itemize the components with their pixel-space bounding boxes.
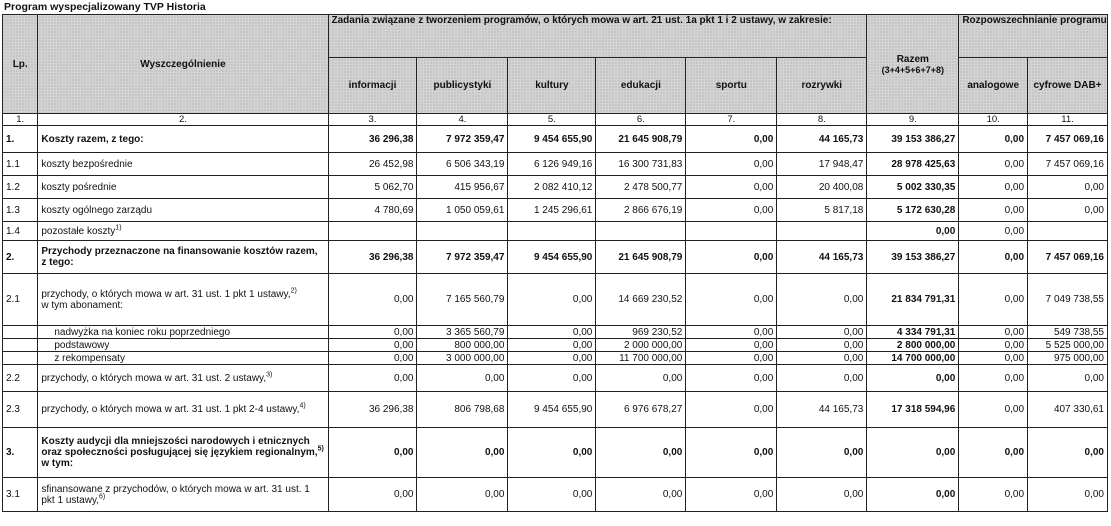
table-row bbox=[3, 326, 1108, 339]
header-razem bbox=[867, 15, 959, 114]
value-cell: 0,00 bbox=[959, 339, 1028, 352]
value-cell: 9 454 655,90 bbox=[508, 392, 596, 428]
row-label bbox=[38, 274, 328, 326]
row-label-text: koszty pośrednie bbox=[41, 181, 117, 193]
row-label bbox=[38, 153, 328, 176]
value-cell: 806 798,68 bbox=[417, 392, 508, 428]
row-lp: 1.3 bbox=[3, 199, 38, 222]
row-label-text: pozostałe koszty bbox=[41, 225, 116, 237]
row-label bbox=[38, 222, 328, 241]
value-cell: 11 700 000,00 bbox=[596, 352, 686, 365]
value-cell: 0,00 bbox=[686, 352, 777, 365]
value-cell: 969 230,52 bbox=[596, 326, 686, 339]
value-cell: 7 457 069,16 bbox=[1028, 126, 1108, 153]
colnum: 5. bbox=[508, 114, 596, 126]
value-cell: 0,00 bbox=[867, 428, 959, 478]
value-cell: 2 000 000,00 bbox=[596, 339, 686, 352]
row-label-extra: w tym abonament: bbox=[41, 299, 124, 311]
table-row bbox=[3, 176, 1108, 199]
colnum: 2. bbox=[38, 114, 328, 126]
value-cell: 21 645 908,79 bbox=[596, 126, 686, 153]
value-cell: 3 365 560,79 bbox=[417, 326, 508, 339]
row-label bbox=[38, 352, 328, 365]
value-cell: 9 454 655,90 bbox=[508, 241, 596, 274]
value-cell: 39 153 386,27 bbox=[867, 126, 959, 153]
value-cell: 44 165,73 bbox=[777, 392, 867, 428]
value-cell: 6 126 949,16 bbox=[508, 153, 596, 176]
colnum: 3. bbox=[328, 114, 417, 126]
header-kultury: kultury bbox=[508, 58, 596, 114]
value-cell: 0,00 bbox=[328, 274, 417, 326]
table-row bbox=[3, 478, 1108, 512]
footnote-ref: 2) bbox=[290, 287, 297, 295]
row-lp: 2. bbox=[3, 241, 38, 274]
value-cell: 0,00 bbox=[959, 352, 1028, 365]
value-cell: 0,00 bbox=[686, 478, 777, 512]
value-cell: 0,00 bbox=[686, 176, 777, 199]
row-label-text: koszty ogólnego zarządu bbox=[41, 204, 152, 216]
value-cell: 0,00 bbox=[596, 478, 686, 512]
value-cell: 44 165,73 bbox=[777, 126, 867, 153]
header-analogowe: analogowe bbox=[959, 58, 1028, 114]
value-cell: 549 738,55 bbox=[1028, 326, 1108, 339]
value-cell: 0,00 bbox=[959, 241, 1028, 274]
value-cell: 2 800 000,00 bbox=[867, 339, 959, 352]
table-row bbox=[3, 365, 1108, 392]
value-cell: 0,00 bbox=[1028, 176, 1108, 199]
value-cell: 26 452,98 bbox=[328, 153, 417, 176]
value-cell: 0,00 bbox=[777, 478, 867, 512]
value-cell: 5 525 000,00 bbox=[1028, 339, 1108, 352]
table-row bbox=[3, 222, 1108, 241]
header-razem-formula: (3+4+5+6+7+8) bbox=[881, 64, 944, 75]
value-cell: 0,00 bbox=[328, 365, 417, 392]
colnum: 4. bbox=[417, 114, 508, 126]
value-cell: 14 700 000,00 bbox=[867, 352, 959, 365]
row-label-text: z rekompensaty bbox=[54, 352, 125, 364]
value-cell: 2 082 410,12 bbox=[508, 176, 596, 199]
value-cell: 0,00 bbox=[867, 365, 959, 392]
table-row bbox=[3, 392, 1108, 428]
value-cell: 0,00 bbox=[867, 478, 959, 512]
value-cell bbox=[777, 222, 867, 241]
value-cell: 0,00 bbox=[959, 428, 1028, 478]
value-cell: 39 153 386,27 bbox=[867, 241, 959, 274]
value-cell: 0,00 bbox=[328, 326, 417, 339]
value-cell: 7 457 069,16 bbox=[1028, 241, 1108, 274]
header-publicystyki: publicystyki bbox=[417, 58, 508, 114]
value-cell: 0,00 bbox=[777, 365, 867, 392]
header-wyszczegolnienie: Wyszczególnienie bbox=[38, 15, 328, 114]
value-cell: 7 972 359,47 bbox=[417, 126, 508, 153]
value-cell: 0,00 bbox=[686, 326, 777, 339]
row-label-text: przychody, o których mowa w art. 31 ust. 2 ustawy, bbox=[41, 372, 267, 384]
colnum: 7. bbox=[686, 114, 777, 126]
value-cell: 0,00 bbox=[777, 339, 867, 352]
row-label bbox=[38, 199, 328, 222]
value-cell bbox=[596, 222, 686, 241]
row-label-text: podstawowy bbox=[54, 339, 110, 351]
value-cell: 5 172 630,28 bbox=[867, 199, 959, 222]
value-cell: 0,00 bbox=[959, 199, 1028, 222]
value-cell bbox=[1028, 222, 1108, 241]
value-cell: 0,00 bbox=[328, 428, 417, 478]
row-label bbox=[38, 176, 328, 199]
value-cell: 1 050 059,61 bbox=[417, 199, 508, 222]
value-cell: 2 866 676,19 bbox=[596, 199, 686, 222]
value-cell: 21 645 908,79 bbox=[596, 241, 686, 274]
value-cell bbox=[417, 222, 508, 241]
value-cell: 0,00 bbox=[777, 352, 867, 365]
value-cell: 6 976 678,27 bbox=[596, 392, 686, 428]
value-cell: 0,00 bbox=[959, 365, 1028, 392]
header-rozpowszechnianie: Rozpowszechnianie programu bbox=[959, 15, 1108, 58]
colnum: 9. bbox=[867, 114, 959, 126]
value-cell: 0,00 bbox=[417, 428, 508, 478]
value-cell: 0,00 bbox=[508, 274, 596, 326]
value-cell: 0,00 bbox=[959, 176, 1028, 199]
row-lp: 1.2 bbox=[3, 176, 38, 199]
value-cell: 3 000 000,00 bbox=[417, 352, 508, 365]
footnote-ref: 3) bbox=[266, 371, 273, 379]
value-cell: 0,00 bbox=[959, 222, 1028, 241]
value-cell: 415 956,67 bbox=[417, 176, 508, 199]
value-cell: 0,00 bbox=[508, 352, 596, 365]
value-cell: 0,00 bbox=[596, 428, 686, 478]
value-cell: 0,00 bbox=[686, 274, 777, 326]
row-label-text: sfinansowane z przychodów, o których mowa w art. 31 ust. 1 pkt 1 ustawy, bbox=[41, 483, 310, 506]
value-cell: 407 330,61 bbox=[1028, 392, 1108, 428]
colnum: 8. bbox=[777, 114, 867, 126]
value-cell: 0,00 bbox=[686, 428, 777, 478]
table-row bbox=[3, 274, 1108, 326]
value-cell: 0,00 bbox=[686, 392, 777, 428]
value-cell: 5 817,18 bbox=[777, 199, 867, 222]
value-cell: 7 165 560,79 bbox=[417, 274, 508, 326]
value-cell: 0,00 bbox=[777, 274, 867, 326]
value-cell: 0,00 bbox=[328, 478, 417, 512]
value-cell: 0,00 bbox=[959, 126, 1028, 153]
value-cell: 4 334 791,31 bbox=[867, 326, 959, 339]
value-cell bbox=[328, 222, 417, 241]
row-lp: 1.1 bbox=[3, 153, 38, 176]
row-label-text: Przychody przeznaczone na finansowanie kosztów razem, z tego: bbox=[41, 246, 318, 268]
row-label bbox=[38, 241, 328, 274]
header-zadania: Zadania związane z tworzeniem programów, o których mowa w art. 21 ust. 1a pkt 1 i 2 ustawy, w zakresie: bbox=[328, 15, 867, 58]
colnum: 1. bbox=[3, 114, 38, 126]
value-cell: 2 478 500,77 bbox=[596, 176, 686, 199]
table-row bbox=[3, 126, 1108, 153]
value-cell: 0,00 bbox=[686, 126, 777, 153]
table-row bbox=[3, 199, 1108, 222]
colnum: 11. bbox=[1028, 114, 1108, 126]
value-cell: 0,00 bbox=[417, 365, 508, 392]
value-cell: 800 000,00 bbox=[417, 339, 508, 352]
financial-table bbox=[2, 14, 1108, 512]
value-cell: 0,00 bbox=[686, 153, 777, 176]
value-cell: 7 049 738,55 bbox=[1028, 274, 1108, 326]
value-cell: 0,00 bbox=[686, 339, 777, 352]
row-label-text: Koszty audycji dla mniejszości narodowych i etnicznych oraz społeczności posługującej się językiem regionalnym, bbox=[41, 436, 318, 458]
value-cell: 0,00 bbox=[508, 339, 596, 352]
row-lp bbox=[3, 326, 38, 339]
value-cell: 20 400,08 bbox=[777, 176, 867, 199]
value-cell: 0,00 bbox=[1028, 428, 1108, 478]
colnum: 10. bbox=[959, 114, 1028, 126]
value-cell: 0,00 bbox=[959, 274, 1028, 326]
value-cell: 17 318 594,96 bbox=[867, 392, 959, 428]
row-lp: 3. bbox=[3, 428, 38, 478]
value-cell: 5 002 330,35 bbox=[867, 176, 959, 199]
table-row bbox=[3, 339, 1108, 352]
table-body bbox=[3, 126, 1108, 512]
value-cell: 0,00 bbox=[508, 365, 596, 392]
value-cell: 975 000,00 bbox=[1028, 352, 1108, 365]
row-label-text: nadwyżka na koniec roku poprzedniego bbox=[54, 326, 231, 338]
value-cell: 36 296,38 bbox=[328, 241, 417, 274]
footnote-ref: 6) bbox=[99, 493, 106, 501]
value-cell: 1 245 296,61 bbox=[508, 199, 596, 222]
colnum: 6. bbox=[596, 114, 686, 126]
value-cell: 28 978 425,63 bbox=[867, 153, 959, 176]
value-cell: 0,00 bbox=[328, 352, 417, 365]
row-lp: 2.1 bbox=[3, 274, 38, 326]
value-cell: 7 972 359,47 bbox=[417, 241, 508, 274]
value-cell: 0,00 bbox=[867, 222, 959, 241]
header-informacji: informacji bbox=[328, 58, 417, 114]
value-cell: 0,00 bbox=[686, 365, 777, 392]
row-label bbox=[38, 428, 328, 478]
header-rozrywki: rozrywki bbox=[777, 58, 867, 114]
value-cell bbox=[686, 222, 777, 241]
value-cell: 0,00 bbox=[1028, 199, 1108, 222]
value-cell: 21 834 791,31 bbox=[867, 274, 959, 326]
row-lp: 3.1 bbox=[3, 478, 38, 512]
table-row bbox=[3, 428, 1108, 478]
row-lp bbox=[3, 352, 38, 365]
row-label-text: Koszty razem, z tego: bbox=[41, 133, 144, 145]
row-label bbox=[38, 478, 328, 512]
value-cell: 44 165,73 bbox=[777, 241, 867, 274]
value-cell: 0,00 bbox=[417, 478, 508, 512]
value-cell: 0,00 bbox=[328, 339, 417, 352]
value-cell: 0,00 bbox=[686, 199, 777, 222]
header-lp: Lp. bbox=[3, 15, 38, 114]
value-cell: 0,00 bbox=[508, 428, 596, 478]
row-label-text: koszty bezpośrednie bbox=[41, 158, 133, 170]
header-cyfrowe: cyfrowe DAB+ bbox=[1028, 58, 1108, 114]
header-edukacji: edukacji bbox=[596, 58, 686, 114]
value-cell: 0,00 bbox=[777, 326, 867, 339]
value-cell: 0,00 bbox=[959, 153, 1028, 176]
row-label bbox=[38, 339, 328, 352]
column-numbers-row bbox=[3, 114, 1108, 126]
table-row bbox=[3, 241, 1108, 274]
value-cell: 7 457 069,16 bbox=[1028, 153, 1108, 176]
row-label-tail: w tym: bbox=[41, 458, 74, 469]
value-cell: 0,00 bbox=[959, 478, 1028, 512]
row-lp: 2.3 bbox=[3, 392, 38, 428]
value-cell: 17 948,47 bbox=[777, 153, 867, 176]
footnote-ref: 4) bbox=[299, 402, 306, 410]
value-cell: 0,00 bbox=[596, 365, 686, 392]
value-cell: 0,00 bbox=[508, 478, 596, 512]
table-row bbox=[3, 352, 1108, 365]
footnote-ref: 1) bbox=[115, 224, 122, 232]
value-cell: 14 669 230,52 bbox=[596, 274, 686, 326]
table-row bbox=[3, 153, 1108, 176]
value-cell: 6 506 343,19 bbox=[417, 153, 508, 176]
row-label bbox=[38, 365, 328, 392]
row-label bbox=[38, 126, 328, 153]
value-cell: 16 300 731,83 bbox=[596, 153, 686, 176]
row-lp bbox=[3, 339, 38, 352]
row-label bbox=[38, 392, 328, 428]
row-lp: 1.4 bbox=[3, 222, 38, 241]
value-cell: 9 454 655,90 bbox=[508, 126, 596, 153]
row-label-text: przychody, o których mowa w art. 31 ust. 1 pkt 1 ustawy, bbox=[41, 288, 291, 300]
value-cell: 0,00 bbox=[1028, 478, 1108, 512]
value-cell: 5 062,70 bbox=[328, 176, 417, 199]
row-lp: 1. bbox=[3, 126, 38, 153]
footnote-ref: 5) bbox=[317, 445, 324, 453]
row-label bbox=[38, 326, 328, 339]
value-cell: 0,00 bbox=[959, 392, 1028, 428]
header-sportu: sportu bbox=[686, 58, 777, 114]
value-cell: 0,00 bbox=[777, 428, 867, 478]
value-cell: 4 780,69 bbox=[328, 199, 417, 222]
row-lp: 2.2 bbox=[3, 365, 38, 392]
row-label-text: przychody, o których mowa w art. 31 ust. 1 pkt 2-4 ustawy, bbox=[41, 404, 300, 415]
header-razem-label: Razem bbox=[896, 53, 929, 65]
value-cell: 36 296,38 bbox=[328, 126, 417, 153]
value-cell: 0,00 bbox=[508, 326, 596, 339]
page-title: Program wyspecjalizowany TVP Historia bbox=[4, 1, 206, 13]
value-cell: 0,00 bbox=[686, 241, 777, 274]
value-cell bbox=[508, 222, 596, 241]
value-cell: 0,00 bbox=[959, 326, 1028, 339]
value-cell: 0,00 bbox=[1028, 365, 1108, 392]
value-cell: 36 296,38 bbox=[328, 392, 417, 428]
